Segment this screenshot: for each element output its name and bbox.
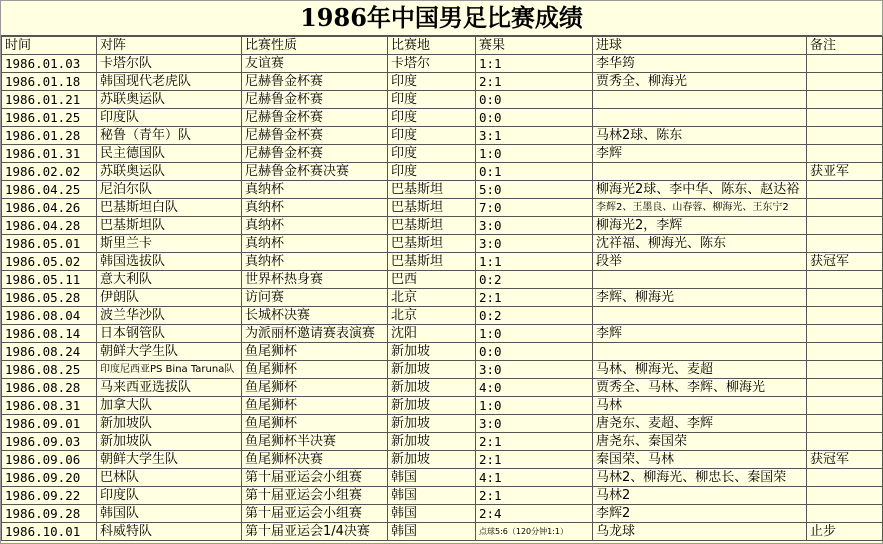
venue-cell: 巴基斯坦 [388, 217, 476, 235]
note-cell: 止步 [807, 523, 883, 541]
match-type-cell: 尼赫鲁金杯赛 [242, 127, 388, 145]
header-cell-result: 赛果 [476, 37, 593, 55]
result-cell: 0:1 [476, 163, 593, 181]
goals-cell: 李辉 [593, 145, 807, 163]
results-table-body [2, 37, 883, 541]
table-row [2, 109, 883, 127]
venue-cell: 巴西 [388, 271, 476, 289]
match-type-cell: 第十届亚运会小组赛 [242, 487, 388, 505]
goals-cell [593, 91, 807, 109]
note-cell: 获亚军 [807, 163, 883, 181]
opponent-cell: 秘鲁（青年）队 [97, 127, 242, 145]
goals-cell: 秦国荣、马林 [593, 451, 807, 469]
opponent-cell: 民主德国队 [97, 145, 242, 163]
match-type-cell: 鱼尾狮杯 [242, 379, 388, 397]
result-cell: 0:2 [476, 307, 593, 325]
date-cell: 1986.08.31 [2, 397, 97, 415]
table-row [2, 451, 883, 469]
venue-cell: 印度 [388, 73, 476, 91]
result-cell: 3:0 [476, 415, 593, 433]
result-cell: 点球5:6（120分钟1:1） [476, 523, 593, 541]
date-cell: 1986.05.11 [2, 271, 97, 289]
result-cell: 3:0 [476, 361, 593, 379]
date-cell: 1986.09.03 [2, 433, 97, 451]
opponent-cell: 朝鲜大学生队 [97, 451, 242, 469]
match-type-cell: 尼赫鲁金杯赛 [242, 145, 388, 163]
opponent-cell: 韩国队 [97, 505, 242, 523]
table-row [2, 73, 883, 91]
note-cell [807, 289, 883, 307]
opponent-cell: 巴基斯坦队 [97, 217, 242, 235]
match-type-cell: 鱼尾狮杯 [242, 397, 388, 415]
date-cell: 1986.02.02 [2, 163, 97, 181]
match-type-cell: 第十届亚运会1/4决赛 [242, 523, 388, 541]
note-cell [807, 379, 883, 397]
result-cell: 2:1 [476, 433, 593, 451]
goals-cell: 贾秀全、柳海光 [593, 73, 807, 91]
table-row [2, 181, 883, 199]
date-cell: 1986.01.28 [2, 127, 97, 145]
result-cell: 2:1 [476, 451, 593, 469]
match-type-cell: 尼赫鲁金杯赛 [242, 91, 388, 109]
result-cell: 0:0 [476, 91, 593, 109]
goals-cell: 马林2、柳海光、柳忠长、秦国荣 [593, 469, 807, 487]
table-row [2, 289, 883, 307]
result-cell: 4:0 [476, 379, 593, 397]
header-cell-type: 比赛性质 [242, 37, 388, 55]
date-cell: 1986.08.04 [2, 307, 97, 325]
result-cell: 2:1 [476, 73, 593, 91]
match-type-cell: 长城杯决赛 [242, 307, 388, 325]
note-cell [807, 55, 883, 73]
result-cell: 7:0 [476, 199, 593, 217]
date-cell: 1986.04.25 [2, 181, 97, 199]
match-type-cell: 真纳杯 [242, 199, 388, 217]
match-type-cell: 鱼尾狮杯 [242, 361, 388, 379]
note-cell [807, 145, 883, 163]
date-cell: 1986.01.21 [2, 91, 97, 109]
match-type-cell: 真纳杯 [242, 217, 388, 235]
results-table [1, 36, 883, 541]
venue-cell: 韩国 [388, 523, 476, 541]
date-cell: 1986.09.06 [2, 451, 97, 469]
opponent-cell: 朝鲜大学生队 [97, 343, 242, 361]
date-cell: 1986.05.01 [2, 235, 97, 253]
match-type-cell: 第十届亚运会小组赛 [242, 469, 388, 487]
note-cell [807, 469, 883, 487]
goals-cell: 马林2球、陈东 [593, 127, 807, 145]
note-cell [807, 415, 883, 433]
table-row [2, 523, 883, 541]
table-row [2, 361, 883, 379]
date-cell: 1986.08.24 [2, 343, 97, 361]
venue-cell: 印度 [388, 163, 476, 181]
opponent-cell: 苏联奥运队 [97, 163, 242, 181]
note-cell [807, 109, 883, 127]
result-cell: 0:0 [476, 343, 593, 361]
venue-cell: 印度 [388, 91, 476, 109]
table-row [2, 217, 883, 235]
match-type-cell: 友谊赛 [242, 55, 388, 73]
opponent-cell: 意大利队 [97, 271, 242, 289]
result-cell: 1:0 [476, 145, 593, 163]
note-cell [807, 505, 883, 523]
opponent-cell: 加拿大队 [97, 397, 242, 415]
goals-cell: 唐尧东、麦超、李辉 [593, 415, 807, 433]
opponent-cell: 波兰华沙队 [97, 307, 242, 325]
opponent-cell: 尼泊尔队 [97, 181, 242, 199]
opponent-cell: 日本钢管队 [97, 325, 242, 343]
date-cell: 1986.04.28 [2, 217, 97, 235]
table-row [2, 343, 883, 361]
sheet-title: 1986年中国男足比赛成绩 [1, 1, 882, 36]
result-cell: 0:2 [476, 271, 593, 289]
opponent-cell: 科威特队 [97, 523, 242, 541]
venue-cell: 新加坡 [388, 451, 476, 469]
venue-cell: 新加坡 [388, 433, 476, 451]
note-cell [807, 91, 883, 109]
table-row [2, 307, 883, 325]
date-cell: 1986.08.14 [2, 325, 97, 343]
date-cell: 1986.04.26 [2, 199, 97, 217]
goals-cell: 沈祥福、柳海光、陈东 [593, 235, 807, 253]
note-cell [807, 397, 883, 415]
opponent-cell: 卡塔尔队 [97, 55, 242, 73]
venue-cell: 新加坡 [388, 361, 476, 379]
match-type-cell: 鱼尾狮杯 [242, 415, 388, 433]
match-type-cell: 尼赫鲁金杯赛决赛 [242, 163, 388, 181]
opponent-cell: 印度队 [97, 487, 242, 505]
date-cell: 1986.01.18 [2, 73, 97, 91]
table-row [2, 271, 883, 289]
goals-cell: 李华筠 [593, 55, 807, 73]
match-type-cell: 为派丽杯邀请赛表演赛 [242, 325, 388, 343]
header-cell-note: 备注 [807, 37, 883, 55]
date-cell: 1986.01.03 [2, 55, 97, 73]
goals-cell: 马林2 [593, 487, 807, 505]
result-cell: 2:4 [476, 505, 593, 523]
goals-cell: 李辉 [593, 325, 807, 343]
goals-cell: 李辉2 [593, 505, 807, 523]
date-cell: 1986.09.01 [2, 415, 97, 433]
note-cell [807, 325, 883, 343]
venue-cell: 北京 [388, 307, 476, 325]
table-row [2, 397, 883, 415]
goals-cell: 贾秀全、马林、李辉、柳海光 [593, 379, 807, 397]
date-cell: 1986.05.02 [2, 253, 97, 271]
venue-cell: 沈阳 [388, 325, 476, 343]
match-type-cell: 真纳杯 [242, 253, 388, 271]
opponent-cell: 巴基斯坦白队 [97, 199, 242, 217]
result-cell: 3:0 [476, 235, 593, 253]
result-cell: 3:1 [476, 127, 593, 145]
table-row [2, 505, 883, 523]
opponent-cell: 韩国选拔队 [97, 253, 242, 271]
result-cell: 5:0 [476, 181, 593, 199]
table-row [2, 163, 883, 181]
table-row [2, 325, 883, 343]
table-row [2, 379, 883, 397]
goals-cell: 段举 [593, 253, 807, 271]
goals-cell: 乌龙球 [593, 523, 807, 541]
match-type-cell: 尼赫鲁金杯赛 [242, 73, 388, 91]
date-cell: 1986.09.28 [2, 505, 97, 523]
venue-cell: 巴基斯坦 [388, 235, 476, 253]
match-type-cell: 尼赫鲁金杯赛 [242, 109, 388, 127]
opponent-cell: 韩国现代老虎队 [97, 73, 242, 91]
goals-cell [593, 271, 807, 289]
goals-cell [593, 307, 807, 325]
header-row [2, 37, 883, 55]
goals-cell: 李辉、柳海光 [593, 289, 807, 307]
venue-cell: 巴基斯坦 [388, 253, 476, 271]
goals-cell: 唐尧东、秦国荣 [593, 433, 807, 451]
table-row [2, 433, 883, 451]
note-cell [807, 217, 883, 235]
note-cell [807, 487, 883, 505]
result-cell: 3:0 [476, 217, 593, 235]
opponent-cell: 苏联奥运队 [97, 91, 242, 109]
opponent-cell: 斯里兰卡 [97, 235, 242, 253]
note-cell: 获冠军 [807, 253, 883, 271]
venue-cell: 巴基斯坦 [388, 181, 476, 199]
header-cell-goals: 进球 [593, 37, 807, 55]
date-cell: 1986.10.01 [2, 523, 97, 541]
match-type-cell: 访问赛 [242, 289, 388, 307]
venue-cell: 北京 [388, 289, 476, 307]
table-row [2, 235, 883, 253]
goals-cell: 柳海光2，李辉 [593, 217, 807, 235]
match-type-cell: 世界杯热身赛 [242, 271, 388, 289]
note-cell [807, 199, 883, 217]
goals-cell [593, 343, 807, 361]
venue-cell: 印度 [388, 127, 476, 145]
note-cell [807, 343, 883, 361]
venue-cell: 印度 [388, 145, 476, 163]
table-row [2, 415, 883, 433]
result-cell: 1:1 [476, 55, 593, 73]
note-cell [807, 271, 883, 289]
date-cell: 1986.01.25 [2, 109, 97, 127]
result-cell: 0:0 [476, 109, 593, 127]
table-row [2, 469, 883, 487]
goals-cell [593, 109, 807, 127]
date-cell: 1986.05.28 [2, 289, 97, 307]
date-cell: 1986.08.25 [2, 361, 97, 379]
header-cell-venue: 比赛地 [388, 37, 476, 55]
match-type-cell: 鱼尾狮杯 [242, 343, 388, 361]
venue-cell: 韩国 [388, 505, 476, 523]
result-cell: 1:1 [476, 253, 593, 271]
venue-cell: 新加坡 [388, 379, 476, 397]
date-cell: 1986.09.22 [2, 487, 97, 505]
venue-cell: 韩国 [388, 487, 476, 505]
match-type-cell: 真纳杯 [242, 235, 388, 253]
table-row [2, 91, 883, 109]
table-row [2, 145, 883, 163]
header-cell-date: 时间 [2, 37, 97, 55]
match-type-cell: 真纳杯 [242, 181, 388, 199]
result-cell: 1:0 [476, 397, 593, 415]
note-cell [807, 73, 883, 91]
table-row [2, 487, 883, 505]
opponent-cell: 伊朗队 [97, 289, 242, 307]
venue-cell: 新加坡 [388, 415, 476, 433]
opponent-cell: 印度尼西亚PS Bina Taruna队 [97, 361, 242, 379]
venue-cell: 巴基斯坦 [388, 199, 476, 217]
note-cell [807, 433, 883, 451]
goals-cell: 马林 [593, 397, 807, 415]
note-cell: 获冠军 [807, 451, 883, 469]
note-cell [807, 127, 883, 145]
note-cell [807, 361, 883, 379]
date-cell: 1986.09.20 [2, 469, 97, 487]
result-cell: 2:1 [476, 289, 593, 307]
table-row [2, 253, 883, 271]
match-type-cell: 鱼尾狮杯半决赛 [242, 433, 388, 451]
header-cell-opponent: 对阵 [97, 37, 242, 55]
match-type-cell: 鱼尾狮杯决赛 [242, 451, 388, 469]
venue-cell: 韩国 [388, 469, 476, 487]
note-cell [807, 181, 883, 199]
venue-cell: 印度 [388, 109, 476, 127]
venue-cell: 新加坡 [388, 343, 476, 361]
opponent-cell: 印度队 [97, 109, 242, 127]
goals-cell: 柳海光2球、李中华、陈东、赵达裕 [593, 181, 807, 199]
table-row [2, 199, 883, 217]
date-cell: 1986.01.31 [2, 145, 97, 163]
table-row [2, 127, 883, 145]
note-cell [807, 307, 883, 325]
goals-cell: 马林、柳海光、麦超 [593, 361, 807, 379]
goals-cell [593, 163, 807, 181]
venue-cell: 新加坡 [388, 397, 476, 415]
opponent-cell: 新加坡队 [97, 433, 242, 451]
goals-cell: 李辉2、王墨良、山春蓉、柳海光、王东宁2 [593, 199, 807, 217]
table-row [2, 55, 883, 73]
result-cell: 2:1 [476, 487, 593, 505]
venue-cell: 卡塔尔 [388, 55, 476, 73]
date-cell: 1986.08.28 [2, 379, 97, 397]
opponent-cell: 新加坡队 [97, 415, 242, 433]
opponent-cell: 巴林队 [97, 469, 242, 487]
opponent-cell: 马来西亚选拔队 [97, 379, 242, 397]
match-type-cell: 第十届亚运会小组赛 [242, 505, 388, 523]
result-cell: 4:1 [476, 469, 593, 487]
result-cell: 1:0 [476, 325, 593, 343]
note-cell [807, 235, 883, 253]
